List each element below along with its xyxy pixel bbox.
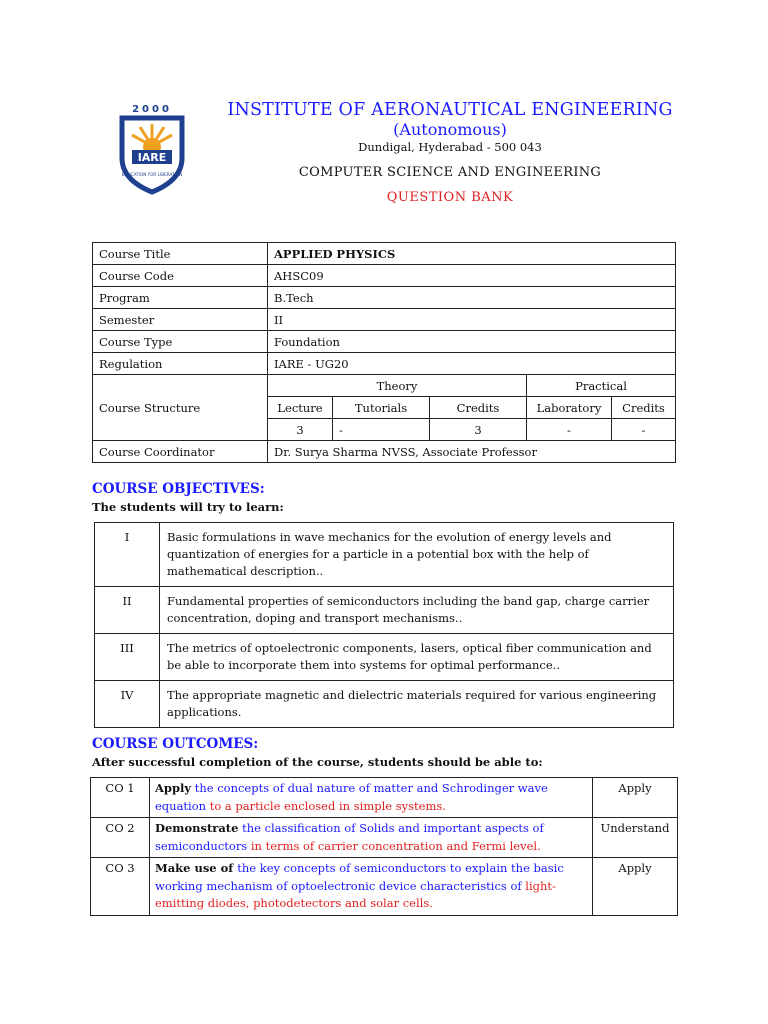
table-row: [91, 818, 678, 858]
practical-credits-header: Credits: [612, 397, 676, 419]
label-cell: Course Coordinator: [93, 441, 268, 463]
course-coordinator: Dr. Surya Sharma NVSS, Associate Professor: [268, 441, 676, 463]
objective-number: III: [95, 634, 160, 681]
table-row: [93, 309, 676, 331]
outcome-context: in terms of carrier concentration and Fermi level.: [247, 838, 541, 853]
semester: II: [268, 309, 676, 331]
objective-number: I: [95, 523, 160, 587]
outcome-context: light-emitting diodes, photodetectors and solar cells.: [155, 878, 556, 910]
table-row: [95, 523, 674, 587]
document-type: QUESTION BANK: [386, 190, 514, 205]
outcome-number: CO 1: [91, 778, 150, 818]
institute-address: Dundigal, Hyderabad - 500 043: [358, 140, 542, 154]
table-row: [93, 331, 676, 353]
outcomes-table: [90, 777, 678, 916]
course-info-table: [92, 242, 676, 463]
label-cell: Regulation: [93, 353, 268, 375]
outcome-description: [150, 818, 593, 858]
outcome-level: Understand: [593, 818, 678, 858]
laboratory-header: Laboratory: [527, 397, 612, 419]
objective-number: II: [95, 587, 160, 634]
program: B.Tech: [268, 287, 676, 309]
lecture-value: 3: [268, 419, 333, 441]
label-cell: Program: [93, 287, 268, 309]
outcome-context: to a particle enclosed in simple systems.: [209, 798, 446, 813]
outcomes-intro: After successful completion of the course, students should be able to:: [92, 755, 543, 769]
objectives-intro: The students will try to learn:: [92, 500, 284, 514]
objective-number: IV: [95, 681, 160, 728]
regulation: IARE - UG20: [268, 353, 676, 375]
label-cell: Course Title: [93, 243, 268, 265]
outcome-concept: the key concepts of semiconductors to explain the basic working mechanism of optoelectronic device characteristics of: [155, 861, 564, 893]
table-row: [91, 858, 678, 916]
objective-text: Basic formulations in wave mechanics for the evolution of energy levels and quantization of energies for a particle in a potential box with the help of mathematical description..: [160, 523, 674, 587]
tutorials-header: Tutorials: [333, 397, 430, 419]
outcome-number: CO 3: [91, 858, 150, 916]
objective-text: The metrics of optoelectronic components, lasers, optical fiber communication and be able to incorporate them into systems for optimal performance..: [160, 634, 674, 681]
table-row: [93, 353, 676, 375]
outcome-level: Apply: [593, 858, 678, 916]
credits-value: 3: [430, 419, 527, 441]
table-row: [93, 265, 676, 287]
credits-header: Credits: [430, 397, 527, 419]
objective-text: The appropriate magnetic and dielectric materials required for various engineering applications.: [160, 681, 674, 728]
logo-year: 2000: [132, 104, 172, 115]
outcome-verb: Make use of: [155, 861, 238, 875]
logo-motto: EDUCATION FOR LIBERATION: [121, 172, 183, 177]
logo-name: IARE: [137, 151, 167, 164]
table-row: [95, 634, 674, 681]
outcome-number: CO 2: [91, 818, 150, 858]
institute-name: INSTITUTE OF AERONAUTICAL ENGINEERING: [227, 100, 673, 120]
table-row: [91, 778, 678, 818]
course-type: Foundation: [268, 331, 676, 353]
label-cell: Semester: [93, 309, 268, 331]
laboratory-value: -: [527, 419, 612, 441]
tutorials-value: -: [333, 419, 430, 441]
label-cell: Course Type: [93, 331, 268, 353]
theory-header: Theory: [268, 375, 527, 397]
outcome-description: [150, 778, 593, 818]
department-name: COMPUTER SCIENCE AND ENGINEERING: [298, 165, 602, 180]
outcome-concept: the concepts of dual nature of matter and Schrodinger wave equation: [155, 781, 548, 813]
table-row: [95, 681, 674, 728]
outcome-description: [150, 858, 593, 916]
objective-text: Fundamental properties of semiconductors including the band gap, charge carrier concentration, doping and transport mechanisms..: [160, 587, 674, 634]
table-row: [93, 243, 676, 265]
outcome-verb: Apply: [155, 781, 192, 795]
outcome-verb: Demonstrate: [155, 821, 239, 835]
lecture-header: Lecture: [268, 397, 333, 419]
table-row: [93, 441, 676, 463]
outcome-concept: the classification of Solids and important aspects of semiconductors: [155, 821, 544, 853]
table-row: [93, 375, 676, 397]
label-cell: Course Structure: [93, 375, 268, 441]
objectives-table: [94, 522, 674, 728]
course-title: APPLIED PHYSICS: [268, 243, 676, 265]
label-cell: Course Code: [93, 265, 268, 287]
course-code: AHSC09: [268, 265, 676, 287]
table-row: [93, 287, 676, 309]
practical-credits-value: -: [612, 419, 676, 441]
outcomes-heading: COURSE OUTCOMES:: [92, 736, 259, 752]
autonomous-label: (Autonomous): [393, 120, 507, 139]
outcome-level: Apply: [593, 778, 678, 818]
practical-header: Practical: [527, 375, 676, 397]
iare-logo: [110, 100, 194, 196]
table-row: [95, 587, 674, 634]
objectives-heading: COURSE OBJECTIVES:: [92, 481, 265, 497]
